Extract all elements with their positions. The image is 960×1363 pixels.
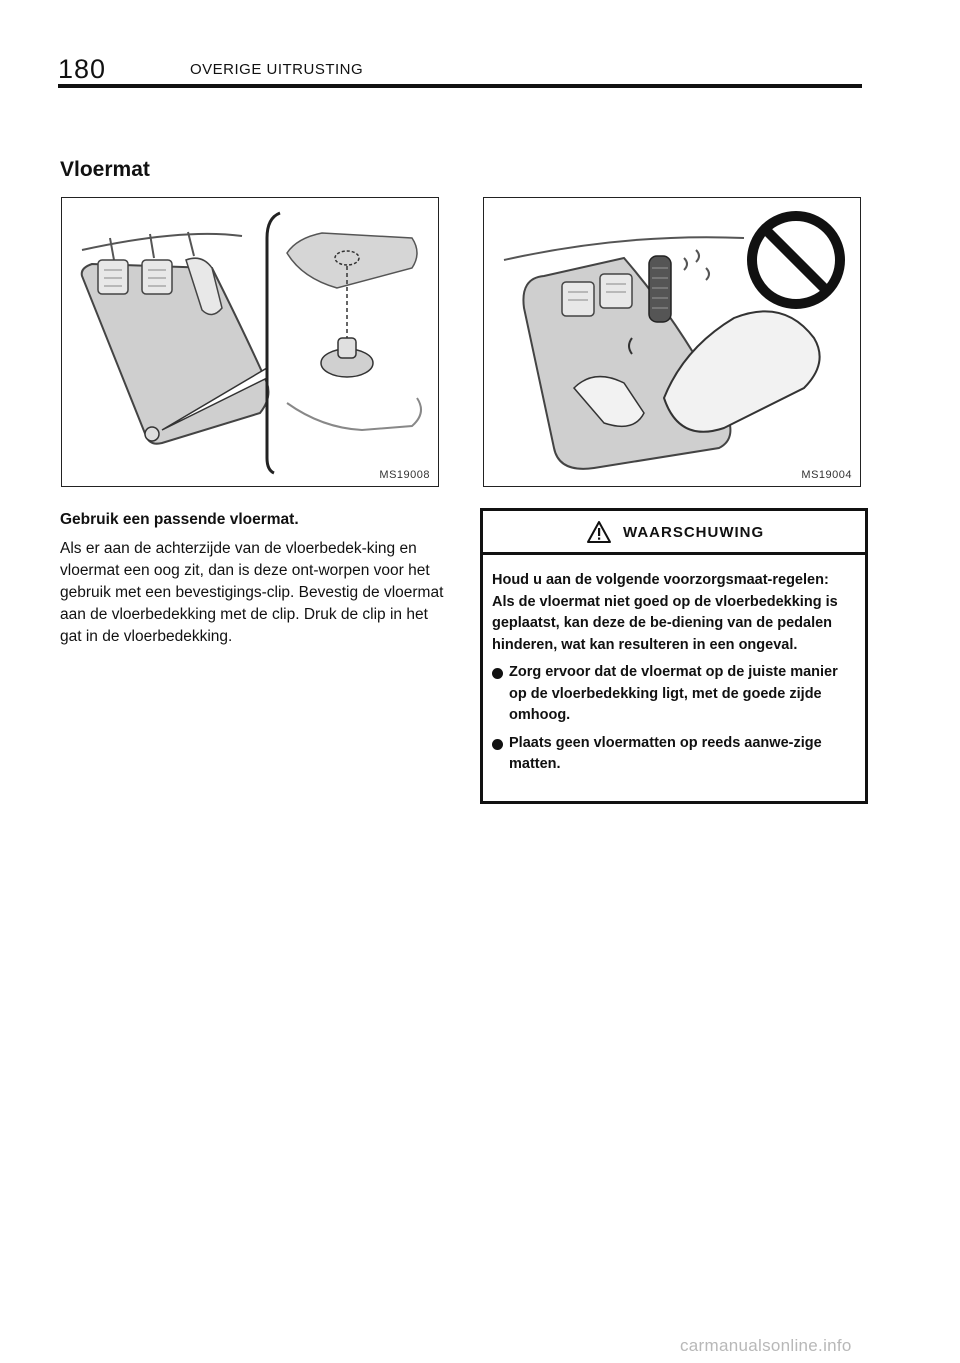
body-text	[60, 509, 445, 648]
no-double-mats-illustration	[484, 198, 860, 486]
warning-header	[483, 511, 865, 555]
warning-item-text: Plaats geen vloermatten op reeds aanwe-zige matten.	[509, 734, 822, 772]
warning-intro: Houd u aan de volgende voorzorgsmaat-regelen: Als de vloermat niet goed op de vloerbedekking is geplaatst, kan deze de be-diening van de pedalen hinderen, wat kan resulteren in een ongeval.	[492, 572, 838, 653]
warning-list-item	[492, 733, 853, 776]
warning-body	[483, 555, 865, 776]
warning-title: WAARSCHUWING	[623, 524, 765, 541]
page-title: Vloermat	[60, 158, 150, 181]
figure-code: MS19008	[379, 469, 430, 481]
warning-triangle-icon	[586, 520, 612, 544]
page-number: 180	[58, 54, 107, 84]
body-paragraph: Als er aan de achterzijde van de vloerbedek-king en vloermat een oog zit, dan is deze ont-worpen voor het gebruik met een bevestigings-clip. Bevestig de vloermat aan de vloerbedekking met de clip. Druk de clip in het gat in de vloerbedekking.	[60, 540, 444, 645]
warning-list	[492, 662, 853, 776]
warning-list-item	[492, 662, 853, 727]
warning-item-text: Zorg ervoor dat de vloermat op de juiste manier op de vloerbedekking ligt, met de goede zijde omhoog.	[509, 664, 838, 723]
floor-mat-clip-figure	[61, 197, 439, 487]
floor-mat-clip-illustration	[62, 198, 438, 486]
figure-code: MS19004	[801, 469, 852, 481]
warning-box	[480, 508, 868, 804]
no-double-mats-figure	[483, 197, 861, 487]
footer-watermark: carmanualsonline.info	[680, 1336, 852, 1355]
bullet-icon	[492, 739, 503, 750]
lead-sentence: Gebruik een passende vloermat.	[60, 511, 299, 528]
bullet-icon	[492, 668, 503, 679]
section-title: OVERIGE UITRUSTING	[190, 61, 364, 78]
header-rule	[58, 84, 862, 88]
